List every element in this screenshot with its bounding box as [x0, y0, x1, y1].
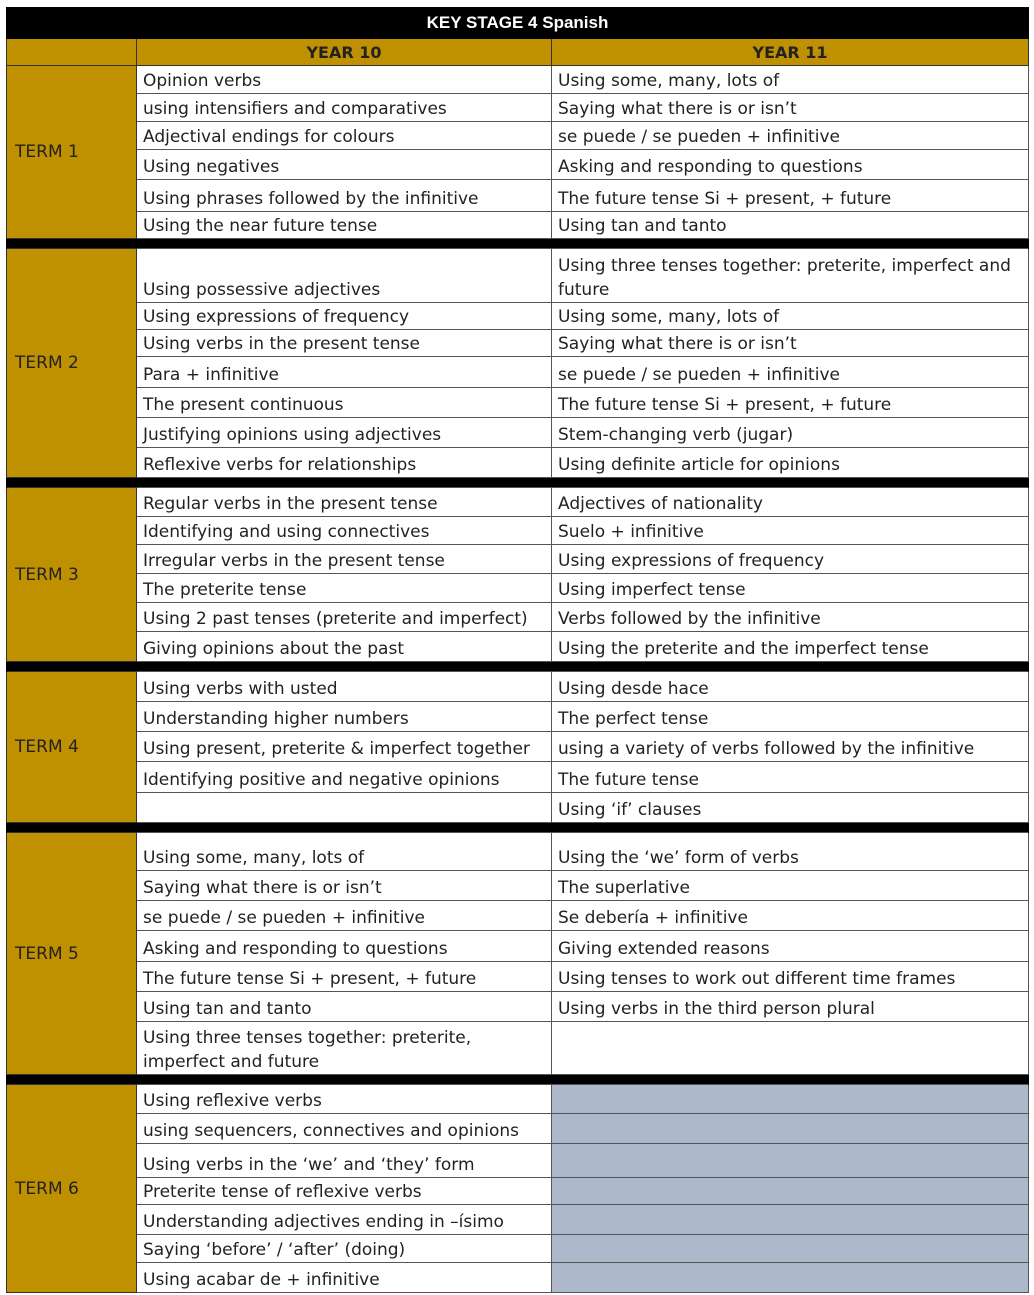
year11-topic: se puede / se pueden + infinitive — [552, 122, 1029, 150]
year10-topic: se puede / se pueden + infinitive — [137, 901, 552, 931]
separator-bar — [7, 478, 1029, 488]
separator-bar — [7, 662, 1029, 672]
year10-topic: Giving opinions about the past — [137, 632, 552, 662]
year10-topic: The future tense Si + present, + future — [137, 962, 552, 992]
table-row — [7, 992, 1029, 1022]
year11-topic: Suelo + infinitive — [552, 517, 1029, 545]
year10-topic: Using expressions of frequency — [137, 303, 552, 330]
table-row — [7, 833, 1029, 871]
year10-topic: Using present, preterite & imperfect together — [137, 732, 552, 762]
year11-shaded-cell — [552, 1205, 1029, 1235]
year11-topic: Using desde hace — [552, 672, 1029, 702]
year11-topic: Using three tenses together: preterite, imperfect and future — [552, 249, 1029, 303]
year10-topic: Using phrases followed by the infinitive — [137, 180, 552, 212]
table-row — [7, 702, 1029, 732]
table-row — [7, 672, 1029, 702]
year11-topic: Giving extended reasons — [552, 931, 1029, 962]
year10-topic: Irregular verbs in the present tense — [137, 545, 552, 574]
year10-topic: Understanding higher numbers — [137, 702, 552, 732]
year11-topic: Using the preterite and the imperfect tense — [552, 632, 1029, 662]
year10-header: YEAR 10 — [137, 39, 552, 66]
table-row — [7, 931, 1029, 962]
table-row — [7, 448, 1029, 478]
year10-topic: Using the near future tense — [137, 212, 552, 239]
year10-topic: Saying ‘before’ / ‘after’ (doing) — [137, 1235, 552, 1263]
year11-shaded-cell — [552, 1144, 1029, 1178]
year11-topic: Stem-changing verb (jugar) — [552, 418, 1029, 448]
year10-topic: Using some, many, lots of — [137, 833, 552, 871]
table-row — [7, 212, 1029, 239]
curriculum-body — [7, 66, 1029, 1293]
term-label: TERM 6 — [7, 1085, 137, 1293]
term-label: TERM 2 — [7, 249, 137, 478]
table-row — [7, 962, 1029, 992]
year10-topic: using intensifiers and comparatives — [137, 94, 552, 122]
year10-topic: Identifying and using connectives — [137, 517, 552, 545]
table-row — [7, 1178, 1029, 1205]
term-label: TERM 1 — [7, 66, 137, 239]
year10-topic: using sequencers, connectives and opinions — [137, 1114, 552, 1144]
table-row — [7, 1205, 1029, 1235]
year10-topic — [137, 793, 552, 823]
term-separator — [7, 823, 1029, 833]
year10-topic: The preterite tense — [137, 574, 552, 603]
year10-topic: Saying what there is or isn’t — [137, 871, 552, 901]
year11-topic — [552, 1022, 1029, 1075]
year10-topic: Using verbs in the ‘we’ and ‘they’ form — [137, 1144, 552, 1178]
table-row — [7, 303, 1029, 330]
table-row — [7, 1114, 1029, 1144]
table-row — [7, 871, 1029, 901]
year11-topic: Using some, many, lots of — [552, 303, 1029, 330]
year11-topic: The superlative — [552, 871, 1029, 901]
term-header-blank — [7, 39, 137, 66]
term-label: TERM 3 — [7, 488, 137, 662]
year11-topic: Using tan and tanto — [552, 212, 1029, 239]
table-row — [7, 388, 1029, 418]
table-row — [7, 603, 1029, 632]
year11-topic: using a variety of verbs followed by the infinitive — [552, 732, 1029, 762]
term-separator — [7, 1075, 1029, 1085]
year10-topic: Asking and responding to questions — [137, 931, 552, 962]
year11-shaded-cell — [552, 1263, 1029, 1293]
year10-topic: Para + infinitive — [137, 357, 552, 388]
year11-header: YEAR 11 — [552, 39, 1029, 66]
table-row — [7, 793, 1029, 823]
table-row — [7, 150, 1029, 180]
year10-topic: Adjectival endings for colours — [137, 122, 552, 150]
year11-topic: The future tense Si + present, + future — [552, 180, 1029, 212]
term-separator — [7, 239, 1029, 249]
year11-topic: Verbs followed by the infinitive — [552, 603, 1029, 632]
term-separator — [7, 478, 1029, 488]
year10-topic: Using three tenses together: preterite, imperfect and future — [137, 1022, 552, 1075]
year11-topic: The future tense Si + present, + future — [552, 388, 1029, 418]
year11-topic: Asking and responding to questions — [552, 150, 1029, 180]
table-row — [7, 1085, 1029, 1114]
table-row — [7, 574, 1029, 603]
table-row — [7, 1263, 1029, 1293]
year11-topic: The future tense — [552, 762, 1029, 793]
year10-topic: The present continuous — [137, 388, 552, 418]
year11-shaded-cell — [552, 1114, 1029, 1144]
table-row — [7, 418, 1029, 448]
year10-topic: Using negatives — [137, 150, 552, 180]
table-row — [7, 517, 1029, 545]
table-row — [7, 1022, 1029, 1075]
year11-shaded-cell — [552, 1235, 1029, 1263]
year10-topic: Regular verbs in the present tense — [137, 488, 552, 517]
year10-topic: Understanding adjectives ending in –ísimo — [137, 1205, 552, 1235]
table-row — [7, 122, 1029, 150]
year11-topic: Using definite article for opinions — [552, 448, 1029, 478]
separator-bar — [7, 823, 1029, 833]
table-row — [7, 901, 1029, 931]
year11-topic: Using ‘if’ clauses — [552, 793, 1029, 823]
year11-topic: se puede / se pueden + infinitive — [552, 357, 1029, 388]
curriculum-table — [6, 7, 1029, 1293]
year11-topic: Using the ‘we’ form of verbs — [552, 833, 1029, 871]
table-row — [7, 94, 1029, 122]
table-row — [7, 330, 1029, 357]
year11-topic: Using expressions of frequency — [552, 545, 1029, 574]
year10-topic: Reflexive verbs for relationships — [137, 448, 552, 478]
table-row — [7, 180, 1029, 212]
year11-topic: Using some, many, lots of — [552, 66, 1029, 94]
year11-topic: Using tenses to work out different time frames — [552, 962, 1029, 992]
year10-topic: Using verbs with usted — [137, 672, 552, 702]
year10-topic: Justifying opinions using adjectives — [137, 418, 552, 448]
year11-topic: Using verbs in the third person plural — [552, 992, 1029, 1022]
year10-topic: Using reflexive verbs — [137, 1085, 552, 1114]
term-label: TERM 5 — [7, 833, 137, 1075]
separator-bar — [7, 239, 1029, 249]
year11-topic: Adjectives of nationality — [552, 488, 1029, 517]
year11-topic: Using imperfect tense — [552, 574, 1029, 603]
table-row — [7, 545, 1029, 574]
year10-topic: Preterite tense of reflexive verbs — [137, 1178, 552, 1205]
year11-shaded-cell — [552, 1085, 1029, 1114]
year11-shaded-cell — [552, 1178, 1029, 1205]
year10-topic: Using possessive adjectives — [137, 249, 552, 303]
year11-topic: Saying what there is or isn’t — [552, 330, 1029, 357]
year11-topic: Saying what there is or isn’t — [552, 94, 1029, 122]
table-row — [7, 632, 1029, 662]
year10-topic: Opinion verbs — [137, 66, 552, 94]
year10-topic: Using acabar de + infinitive — [137, 1263, 552, 1293]
table-row — [7, 249, 1029, 303]
table-title: KEY STAGE 4 Spanish — [7, 8, 1029, 39]
year11-topic: Se debería + infinitive — [552, 901, 1029, 931]
table-row — [7, 1144, 1029, 1178]
term-separator — [7, 662, 1029, 672]
curriculum-sheet — [6, 7, 1028, 1293]
term-label: TERM 4 — [7, 672, 137, 823]
table-row — [7, 66, 1029, 94]
year11-topic: The perfect tense — [552, 702, 1029, 732]
year10-topic: Using tan and tanto — [137, 992, 552, 1022]
table-row — [7, 357, 1029, 388]
table-row — [7, 732, 1029, 762]
year10-topic: Using verbs in the present tense — [137, 330, 552, 357]
separator-bar — [7, 1075, 1029, 1085]
table-row — [7, 762, 1029, 793]
table-row — [7, 488, 1029, 517]
table-row — [7, 1235, 1029, 1263]
year10-topic: Using 2 past tenses (preterite and imperfect) — [137, 603, 552, 632]
year10-topic: Identifying positive and negative opinions — [137, 762, 552, 793]
